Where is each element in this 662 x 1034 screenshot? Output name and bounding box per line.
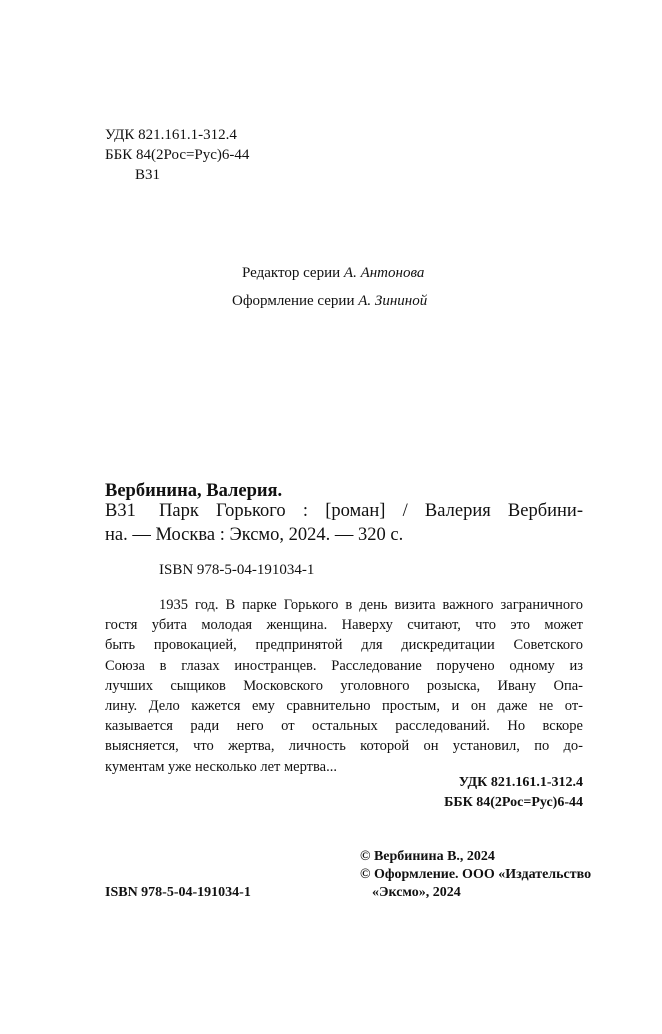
annotation-line: выясняется, что жертва, личность которой он установил, по до- [105, 738, 583, 755]
series-editor-line [242, 265, 424, 282]
bbk-code: ББК 84(2Рос=Рус)6-44 [105, 147, 250, 163]
author-heading: Вербинина, Валерия. [105, 481, 283, 501]
series-editor-prefix: Редактор серии [242, 265, 341, 281]
annotation-block [105, 595, 583, 777]
footer-udk-code: УДК 821.161.1-312.4 [458, 775, 583, 790]
catalog-mark: В31 [105, 501, 136, 521]
isbn-line: ISBN 978-5-04-191034-1 [159, 562, 315, 578]
copyright-design-line-2: «Эксмо», 2024 [372, 885, 461, 900]
series-design-line [232, 293, 427, 310]
copyright-author: © Вербинина В., 2024 [360, 849, 495, 864]
footer-bbk-code: ББК 84(2Рос=Рус)6-44 [444, 795, 583, 810]
udk-code: УДК 821.161.1-312.4 [105, 127, 237, 143]
annotation-line: Союза в глазах иностранцев. Расследование поручено одному из [105, 657, 583, 674]
copyright-design-line-1: © Оформление. ООО «Издательство [360, 867, 592, 882]
title-line-1: Парк Горького : [роман] / Валерия Вербини- [159, 501, 583, 521]
annotation-line: лучших сыщиков Московского уголовного розыска, Ивану Опа- [105, 677, 583, 694]
author-mark: В31 [135, 167, 161, 183]
series-design-prefix: Оформление серии [232, 293, 355, 309]
bottom-isbn: ISBN 978-5-04-191034-1 [105, 885, 251, 900]
annotation-line: лину. Дело кажется ему сравнительно простым, и он даже не от- [105, 698, 583, 715]
annotation-line: казывается ради него от остальных расследований. Но вскоре [105, 718, 583, 735]
series-design-name: А. Зининой [358, 293, 428, 309]
annotation-line: быть провокацией, предпринятой для дискредитации Советского [105, 637, 583, 654]
annotation-line: 1935 год. В парке Горького в день визита важного заграничного [159, 597, 583, 613]
annotation-line: кументам уже несколько лет мертва... [105, 758, 337, 775]
series-editor-name: А. Антонова [343, 265, 425, 281]
annotation-line: гостя убита молодая женщина. Наверху считают, что это может [105, 617, 583, 634]
title-line-2: на. — Москва : Эксмо, 2024. — 320 с. [105, 525, 404, 545]
